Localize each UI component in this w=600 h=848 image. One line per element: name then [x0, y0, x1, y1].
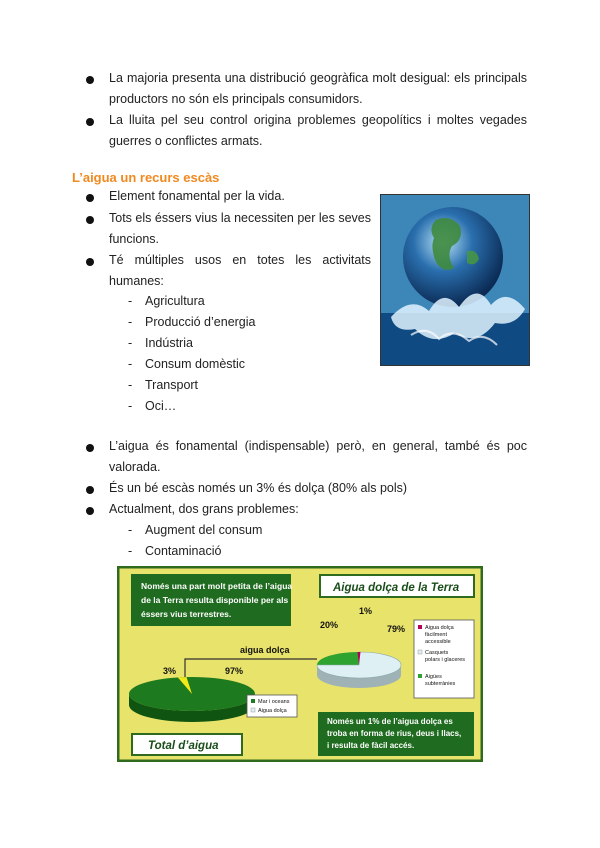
total-label-fresh: 3% — [163, 666, 177, 676]
bullet-text: Actualment, dos grans problemes: — [109, 502, 299, 516]
legend-label: Casquets — [425, 650, 449, 656]
legend-label: Aigua dolça — [258, 708, 287, 714]
bullet-dot — [86, 76, 94, 84]
note-top-line: de la Terra resulta disponible per als — [141, 595, 289, 605]
fresh-label-access: 1% — [359, 606, 373, 616]
callout-label: aigua dolça — [240, 645, 290, 655]
bullet-dot — [86, 258, 94, 266]
legend-swatch-ocean — [251, 699, 255, 703]
bullet-text: valorada. — [109, 460, 161, 474]
bullet-text: Element fonamental per la vida. — [109, 189, 285, 203]
fresh-label-ice: 79% — [387, 624, 406, 634]
use-item: Producció d’energia — [145, 315, 256, 329]
note-bottom-line: Només un 1% de l’aigua dolça es — [327, 717, 453, 726]
water-distribution-figure — [117, 566, 483, 762]
bullet-dot — [86, 507, 94, 515]
legend-label: polars i glaceres — [425, 657, 466, 663]
total-pie — [129, 677, 255, 722]
dash-marker: - — [128, 336, 133, 350]
dash-marker: - — [128, 544, 133, 558]
total-chart-title: Total d’aigua — [148, 740, 219, 752]
bullet-dot — [86, 194, 94, 202]
legend-swatch-ground — [418, 674, 422, 678]
dash-marker: - — [128, 357, 133, 371]
figure-canvas — [117, 566, 483, 762]
bullet-text: humanes: — [109, 274, 164, 288]
note-top-line: éssers vius terrestres. — [141, 609, 232, 619]
bullet-text: Té múltiples usos en totes les activitats — [109, 253, 371, 267]
note-bottom-line: i resulta de fàcil accés. — [327, 741, 415, 750]
bullet-text: funcions. — [109, 232, 160, 246]
legend-label: fàcilment — [425, 632, 448, 638]
bullet-text: productors no són els principals consumidors. — [109, 92, 363, 106]
note-bottom-line: troba en forma de rius, deus i llacs, — [327, 729, 462, 738]
use-item: Agricultura — [145, 294, 205, 308]
bullet-dot — [86, 444, 94, 452]
bullet-text: guerres o conflictes armats. — [109, 134, 263, 148]
bullet-dot — [86, 486, 94, 494]
bullet-dot — [86, 216, 94, 224]
use-item: Oci… — [145, 399, 177, 413]
fresh-pie — [317, 652, 401, 688]
note-top-line: Només una part molt petita de l’aigua — [141, 581, 293, 591]
section-title: L’aigua un recurs escàs — [72, 170, 220, 185]
bullet-text: Tots els éssers vius la necessiten per les seves — [109, 211, 371, 225]
legend-swatch-fresh — [251, 708, 255, 712]
dash-marker: - — [128, 294, 133, 308]
legend-label: subterrànies — [425, 681, 456, 687]
dash-marker: - — [128, 399, 133, 413]
bullet-text: La lluita pel seu control origina problemes geopolítics i moltes vegades — [109, 113, 527, 127]
fresh-chart-title: Aigua dolça de la Terra — [333, 582, 460, 594]
legend-swatch-ice — [418, 650, 422, 654]
use-item: Indústria — [145, 336, 193, 350]
bullet-dot — [86, 118, 94, 126]
legend-swatch-access — [418, 625, 422, 629]
use-item: Consum domèstic — [145, 357, 246, 371]
use-item: Transport — [145, 378, 199, 392]
globe-icon — [381, 195, 529, 365]
legend-label: Aigües — [425, 674, 442, 680]
bullet-text: L’aigua és fonamental (indispensable) però, en general, també és poc — [109, 439, 527, 453]
problem-item: Contaminació — [145, 544, 222, 558]
fresh-label-ground: 20% — [320, 620, 339, 630]
legend-label: Aigua dolça — [425, 625, 454, 631]
dash-marker: - — [128, 378, 133, 392]
bullet-text: És un bé escàs només un 3% és dolça (80% als pols) — [109, 481, 408, 495]
dash-marker: - — [128, 315, 133, 329]
bullet-text: La majoria presenta una distribució geogràfica molt desigual: els principals — [109, 71, 527, 85]
legend-label: Mar i oceans — [258, 699, 290, 705]
legend-label: accessible — [425, 639, 451, 645]
dash-marker: - — [128, 523, 133, 537]
globe-splash-image — [380, 194, 530, 366]
problem-item: Augment del consum — [145, 523, 263, 537]
total-label-ocean: 97% — [225, 666, 244, 676]
